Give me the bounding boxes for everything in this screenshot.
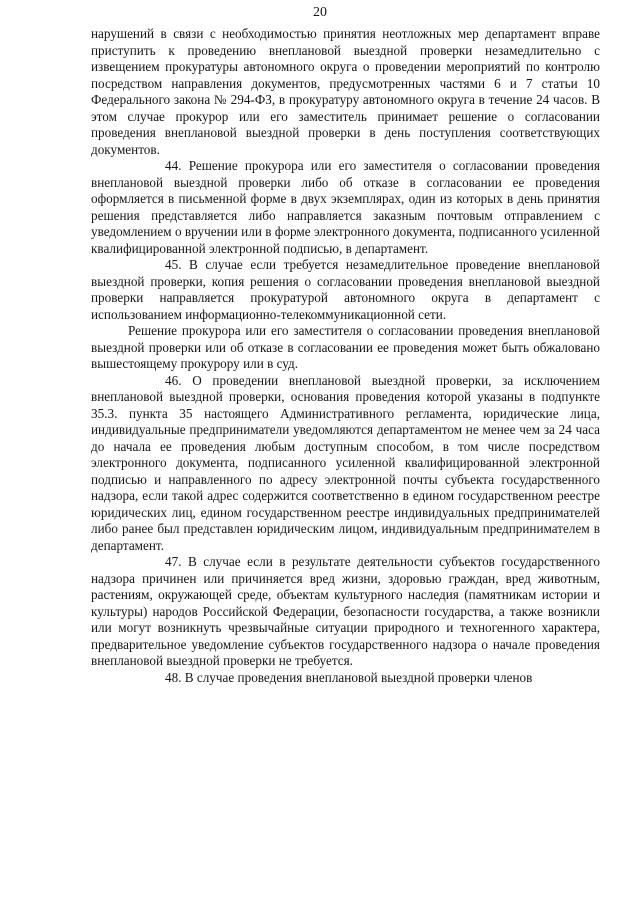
document-text-body <box>91 26 600 686</box>
paragraph-text: Решение прокурора или его заместителя о согласовании проведения внеплановой выездной проверки или об отказе в согласовании ее проведения может быть обжаловано вышестоящему прокурору или в суд. <box>91 323 600 371</box>
paragraph-text: О проведении внеплановой выездной проверки, за исключением внеплановой выездной проверки, основания проведения которой указаны в подпункте 35.3. пункта 35 настоящего Административного регламента, юридические лица, индивидуальные предприниматели уведомляются департаментом не менее чем за 24 часа до начала ее проведения любым доступным способом, в том числе посредством электронного документа, подписанного усиленной квалифицированной электронной подписью и направленного по адресу электронной почты субъекта государственного надзора, если такой адрес содержится соответственно в едином государственном реестре юридических лиц, едином государственном реестре индивидуальных предпринимателей либо ранее был представлен юридическим лицом, индивидуальным предпринимателем в департамент. <box>91 372 600 553</box>
paragraph-48 <box>91 670 600 687</box>
paragraph-45 <box>91 257 600 323</box>
paragraph-text: В случае проведения внеплановой выездной проверки членов <box>184 669 533 685</box>
paragraph-text: В случае если в результате деятельности субъектов государственного надзора причинен или причиняется вред жизни, здоровью граждан, вред животным, растениям, окружающей среде, объектам культурного наследия (памятникам истории и культуры) народов Российской Федерации, безопасности государства, а также возникли или могут возникнуть чрезвычайные ситуации природного и техногенного характера, предварительное уведомление субъектов государственного надзора о начале проведения внеплановой выездной проверки не требуется. <box>91 554 600 668</box>
paragraph-47 <box>91 554 600 670</box>
paragraph-46 <box>91 373 600 555</box>
paragraph-44 <box>91 158 600 257</box>
paragraph-number: 44. <box>165 158 182 173</box>
paragraph-number: 47. <box>165 554 182 569</box>
paragraph-continuation <box>91 26 600 158</box>
paragraph-text: нарушений в связи с необходимостью принятия неотложных мер департамент вправе приступить к проведению внеплановой выездной проверки незамедлительно с извещением прокуратуры автономного округа о проведении мероприятий по контролю посредством направления документов, предусмотренных частями 6 и 7 статьи 10 Федерального закона № 294-ФЗ, в прокуратуру автономного округа в течение 24 часов. В этом случае прокурор или его заместитель принимает решение о согласовании проведения внеплановой выездной проверки в день поступления соответствующих документов. <box>91 26 600 157</box>
paragraph-number: 48. <box>165 669 182 685</box>
paragraph-number: 46. <box>165 372 182 388</box>
page-number: 20 <box>313 5 327 20</box>
paragraph-text: В случае если требуется незамедлительное проведение внеплановой выездной проверки, копия решения о согласовании проведения внеплановой выездной проверки направляется прокуратурой автономного округа в департамент с использованием информационно-телекоммуникационной сети. <box>91 257 600 322</box>
paragraph-45-appeal <box>91 323 600 373</box>
paragraph-number: 45. <box>165 257 182 272</box>
paragraph-text: Решение прокурора или его заместителя о согласовании проведения внеплановой выездной проверки либо об отказе в согласовании ее проведения оформляется в письменной форме в двух экземплярах, один из которых в день принятия решения представляется либо направляется заказным почтовым отправлением с уведомлением о вручении или в форме электронного документа, подписанного усиленной квалифицированной электронной подписью, в департамент. <box>91 158 601 256</box>
